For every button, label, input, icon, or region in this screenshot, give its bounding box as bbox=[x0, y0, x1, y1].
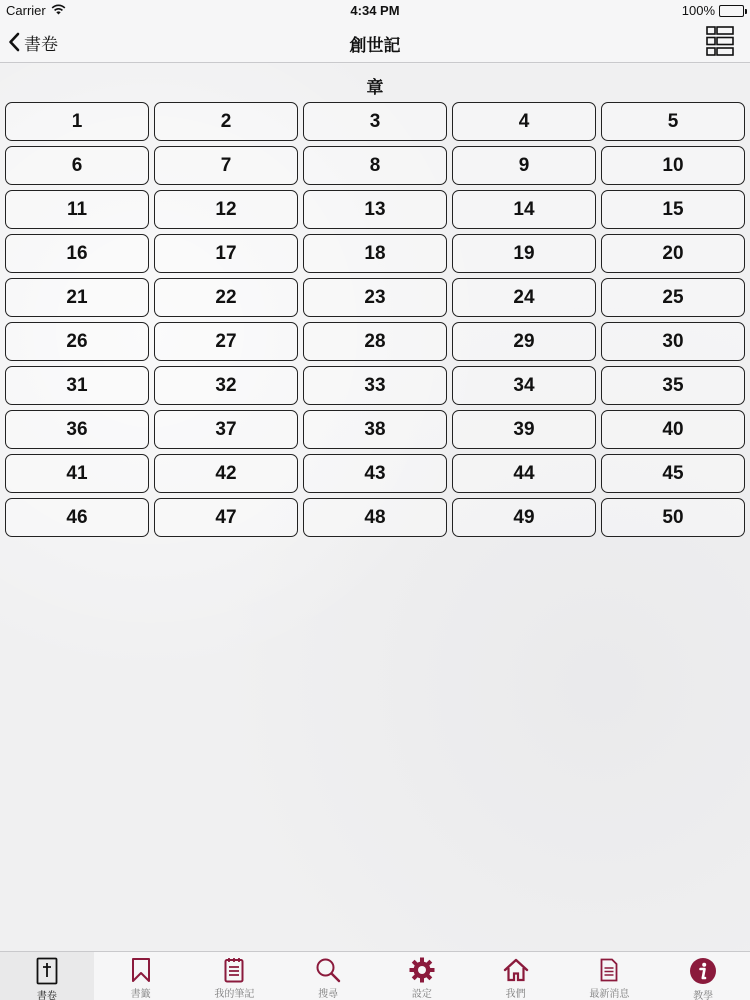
chapter-button[interactable]: 31 bbox=[5, 366, 149, 405]
status-bar bbox=[0, 0, 750, 22]
chapter-button[interactable]: 24 bbox=[452, 278, 596, 317]
chapter-button[interactable]: 38 bbox=[303, 410, 447, 449]
chapter-section-header: 章 bbox=[366, 78, 384, 97]
chapter-button[interactable]: 40 bbox=[601, 410, 745, 449]
chapter-button[interactable]: 4 bbox=[452, 102, 596, 141]
chapter-button[interactable]: 34 bbox=[452, 366, 596, 405]
chapter-button[interactable]: 18 bbox=[303, 234, 447, 273]
page-title: 創世記 bbox=[349, 36, 401, 55]
tab-bar bbox=[0, 951, 750, 1000]
chapter-button[interactable]: 37 bbox=[154, 410, 298, 449]
chapter-button[interactable]: 12 bbox=[154, 190, 298, 229]
chapter-button[interactable]: 42 bbox=[154, 454, 298, 493]
tab-notepad[interactable] bbox=[188, 952, 282, 1000]
chapter-button[interactable]: 13 bbox=[303, 190, 447, 229]
chapter-button[interactable]: 17 bbox=[154, 234, 298, 273]
chapter-button[interactable]: 26 bbox=[5, 322, 149, 361]
chapter-button[interactable]: 11 bbox=[5, 190, 149, 229]
chapter-button[interactable]: 50 bbox=[601, 498, 745, 537]
chapter-button[interactable]: 1 bbox=[5, 102, 149, 141]
navigation-bar bbox=[0, 22, 750, 63]
chapter-button[interactable]: 48 bbox=[303, 498, 447, 537]
tab-gear[interactable] bbox=[375, 952, 469, 1000]
chapter-button[interactable]: 22 bbox=[154, 278, 298, 317]
tab-home[interactable] bbox=[469, 952, 563, 1000]
tab-bible-book[interactable] bbox=[0, 952, 94, 1000]
chapter-button[interactable]: 28 bbox=[303, 322, 447, 361]
tab-label: 最新消息 bbox=[589, 989, 630, 1000]
tab-label: 書卷 bbox=[36, 991, 57, 1000]
document-icon bbox=[595, 957, 623, 983]
chapter-button[interactable]: 21 bbox=[5, 278, 149, 317]
home-icon bbox=[502, 957, 530, 983]
battery-indicator bbox=[682, 3, 744, 18]
chapter-button[interactable]: 16 bbox=[5, 234, 149, 273]
chapter-button[interactable]: 20 bbox=[601, 234, 745, 273]
chapter-button[interactable]: 41 bbox=[5, 454, 149, 493]
chapter-button[interactable]: 15 bbox=[601, 190, 745, 229]
chapter-button[interactable]: 30 bbox=[601, 322, 745, 361]
tab-label: 設定 bbox=[411, 989, 432, 1000]
chapter-button[interactable]: 5 bbox=[601, 102, 745, 141]
chapter-button[interactable]: 25 bbox=[601, 278, 745, 317]
chapter-content bbox=[0, 64, 750, 951]
chapter-button[interactable]: 9 bbox=[452, 146, 596, 185]
chapter-button[interactable]: 6 bbox=[5, 146, 149, 185]
tab-label: 我的筆記 bbox=[214, 989, 255, 1000]
tab-label: 搜尋 bbox=[318, 989, 339, 1000]
chapter-button[interactable]: 35 bbox=[601, 366, 745, 405]
list-grid-icon bbox=[706, 43, 734, 60]
chapter-button[interactable]: 44 bbox=[452, 454, 596, 493]
info-icon bbox=[689, 957, 717, 985]
notepad-icon bbox=[220, 957, 248, 983]
chapter-button[interactable]: 8 bbox=[303, 146, 447, 185]
list-view-button[interactable] bbox=[706, 26, 734, 56]
chapter-button[interactable]: 47 bbox=[154, 498, 298, 537]
chapter-button[interactable]: 39 bbox=[452, 410, 596, 449]
back-button-label: 書卷 bbox=[24, 34, 58, 54]
chapter-button[interactable]: 43 bbox=[303, 454, 447, 493]
tab-document[interactable] bbox=[563, 952, 657, 1000]
chapter-button[interactable]: 46 bbox=[5, 498, 149, 537]
bible-book-icon bbox=[33, 957, 61, 985]
tab-label: 書籤 bbox=[130, 989, 151, 1000]
chapter-button[interactable]: 23 bbox=[303, 278, 447, 317]
tab-search[interactable] bbox=[281, 952, 375, 1000]
gear-icon bbox=[408, 957, 436, 983]
chapter-button[interactable]: 27 bbox=[154, 322, 298, 361]
chapter-button[interactable]: 2 bbox=[154, 102, 298, 141]
chapter-button[interactable]: 7 bbox=[154, 146, 298, 185]
chapter-grid bbox=[5, 102, 746, 537]
tab-label: 我們 bbox=[505, 989, 526, 1000]
chapter-button[interactable]: 49 bbox=[452, 498, 596, 537]
chapter-button[interactable]: 14 bbox=[452, 190, 596, 229]
chapter-button[interactable]: 32 bbox=[154, 366, 298, 405]
chapter-button[interactable]: 19 bbox=[452, 234, 596, 273]
battery-icon bbox=[719, 5, 744, 17]
tab-info[interactable] bbox=[656, 952, 750, 1000]
chapter-button[interactable]: 3 bbox=[303, 102, 447, 141]
chapter-button[interactable]: 36 bbox=[5, 410, 149, 449]
chapter-button[interactable]: 10 bbox=[601, 146, 745, 185]
tab-bookmark[interactable] bbox=[94, 952, 188, 1000]
status-time: 4:34 PM bbox=[350, 3, 400, 18]
carrier-label: Carrier bbox=[6, 3, 46, 18]
chapter-button[interactable]: 33 bbox=[303, 366, 447, 405]
search-icon bbox=[314, 957, 342, 983]
tab-label: 教學 bbox=[693, 991, 714, 1000]
battery-percent: 100% bbox=[681, 3, 715, 18]
chapter-button[interactable]: 29 bbox=[452, 322, 596, 361]
bookmark-icon bbox=[127, 957, 155, 983]
chapter-button[interactable]: 45 bbox=[601, 454, 745, 493]
